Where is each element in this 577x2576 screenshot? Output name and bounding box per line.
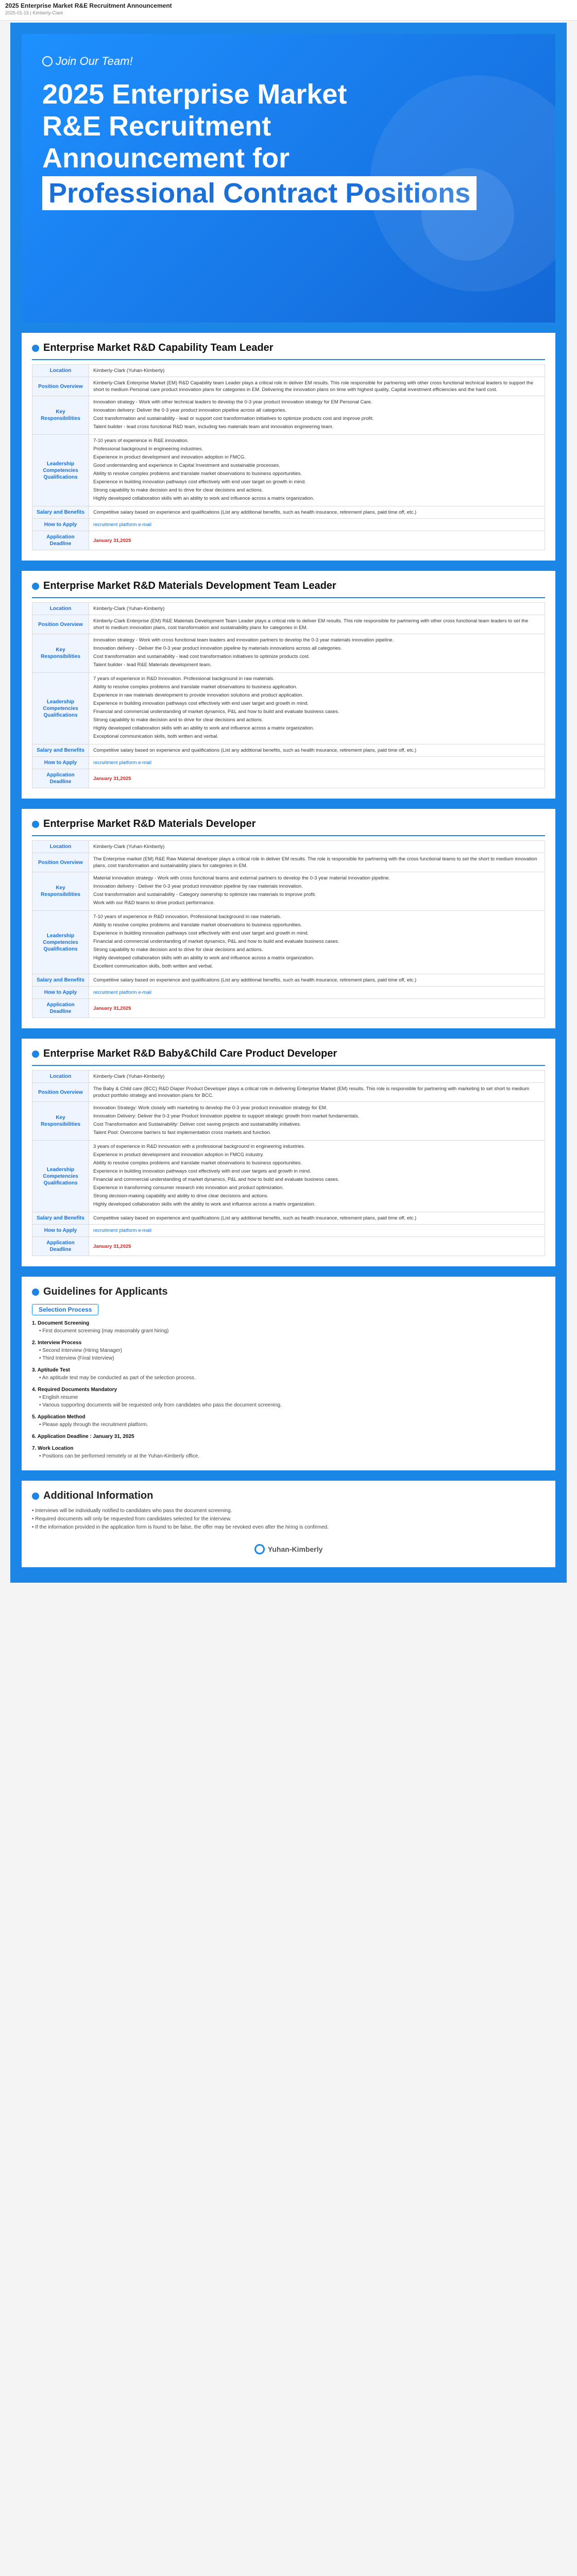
list-item: Innovation Strategy: Work closely with marketing to develop the 0-3 year product innovation strategy for EM. <box>93 1105 328 1111</box>
job-table <box>32 840 545 1018</box>
row-label: How to Apply <box>32 757 89 769</box>
salary-text: Competitive salary based on experience and qualifications (List any additional benefits, such as health insurance, retirement plans, paid time off, etc.) <box>93 1215 417 1221</box>
table-row <box>32 377 545 396</box>
list-item: Cost transformation and sustainability - lead or support cost transformation initiatives to optimize products cost and improve profit. <box>93 416 374 421</box>
hero-banner <box>22 34 555 323</box>
list-item: Ability to resolve complex problems and translate market observations to business opportunities. <box>93 471 302 477</box>
job-title-text: Enterprise Market R&D Materials Development Team Leader <box>43 580 336 591</box>
guidelines-list <box>32 1319 545 1460</box>
page-title: 2025 Enterprise Market R&E Recruitment Announcement <box>5 2 172 9</box>
row-value-quals <box>89 435 545 506</box>
list-item: Cost Transformation and Sustainability: Deliver cost saving projects and sustainability initiatives. <box>93 1122 301 1127</box>
deadline-text: January 31,2025 <box>93 775 131 782</box>
table-row <box>32 673 545 744</box>
job-title-text: Enterprise Market R&D Materials Developer <box>43 818 256 829</box>
row-label: Location <box>32 365 89 377</box>
table-row <box>32 615 545 634</box>
guideline-heading: 1. Document Screening <box>32 1320 90 1326</box>
row-value-apply[interactable] <box>89 1225 545 1237</box>
bullet-icon <box>32 583 39 590</box>
additional-title <box>32 1490 545 1502</box>
list-item: Exceptional communication skills, both written and verbal. <box>93 734 218 739</box>
row-label: Position Overview <box>32 853 89 872</box>
list-item: Ability to resolve complex problems and translate market observations to business opportunities. <box>93 922 302 928</box>
row-label: Leadership Competencies Qualifications <box>32 435 89 506</box>
table-row <box>32 872 545 911</box>
overview-text: Kimberly-Clark Enterprise (EM) R&E Materials Development Team Leader plays a critical role to deliver EM results. This role responsible for partnering with other cross functional team leaders to set the short to medium innovation plans, cost transformation and sustainability plans for categories in EM. <box>93 618 529 631</box>
row-label: How to Apply <box>32 987 89 999</box>
guideline-item: • An aptitude test may be conducted as part of the selection process. <box>39 1375 196 1381</box>
list-item: Innovation delivery: Deliver the 0-3 year product innovation pipeline across all categories. <box>93 408 286 413</box>
table-row <box>32 519 545 531</box>
hero-line-1: 2025 Enterprise Market <box>42 79 347 110</box>
list-item: 3 years of experience in R&D innovation with a professional background in engineering industries. <box>93 1144 306 1149</box>
logo-mark <box>254 1544 323 1554</box>
row-value-apply[interactable] <box>89 519 545 531</box>
guideline-item: • Third Interview (Final Interview) <box>39 1355 114 1361</box>
table-row <box>32 634 545 673</box>
row-label: Application Deadline <box>32 531 89 550</box>
row-value-overview <box>89 377 545 396</box>
list-item: Highly developed collaboration skills with an ability to work and influence across a matrix organization. <box>93 725 314 731</box>
row-label: Location <box>32 603 89 615</box>
row-value-location <box>89 365 545 377</box>
row-value-location <box>89 841 545 853</box>
table-row <box>32 911 545 974</box>
decor-circle-small <box>421 168 514 261</box>
row-label: Key Responsibilities <box>32 872 89 911</box>
list-item: 7 years of experience in R&D Innovation. Professional background in raw materials. <box>93 676 275 682</box>
guideline-item: • First document screening (may reasonably grant hiring) <box>39 1328 169 1334</box>
list-item: Cost transformation and sustainability - Category ownership to optimize raw materials to improve profit. <box>93 892 316 897</box>
hero-badge <box>42 55 133 68</box>
row-value-salary <box>89 1212 545 1225</box>
guideline-item: • Various supporting documents will be requested only from candidates who pass the document screening. <box>39 1402 282 1408</box>
apply-text[interactable]: recruitment platform e-mail <box>93 990 151 995</box>
list-item: Experience in building innovation pathways cost effectively with end user target and growth in mind. <box>93 930 309 936</box>
row-label: Key Responsibilities <box>32 1102 89 1141</box>
row-value-deadline <box>89 531 545 550</box>
location-text: Kimberly-Clark (Yuhan-Kimberly) <box>93 368 165 374</box>
list-item: Innovation Delivery: Deliver the 0-3 year Product Innovation pipeline to support strategic growth from market fundamentals. <box>93 1113 360 1119</box>
bullet-icon <box>32 1493 39 1500</box>
table-row <box>32 435 545 506</box>
row-value-deadline <box>89 1237 545 1256</box>
overview-text: The Baby & Child care (BCC) R&D Diaper Product Developer plays a critical role in delivering Enterprise Market (EM) results. This role is responsible for partnering with marketing to set short to medium product portfolio strategy and innovation plans for BCC. <box>93 1086 530 1098</box>
job-table <box>32 1070 545 1256</box>
row-label: Key Responsibilities <box>32 634 89 673</box>
list-item: Strong capability to make decision and to drive for clear decisions and actions. <box>93 487 263 493</box>
list-item: Strong capability to make decision and to drive for clear decisions and actions. <box>93 717 263 723</box>
list-item: Material innovation strategy - Work with cross functional teams and external partners to develop the 0-3 year material innovation pipeline. <box>93 875 390 881</box>
row-value-deadline <box>89 769 545 788</box>
guideline-section <box>32 1366 545 1382</box>
row-value-quals <box>89 1141 545 1212</box>
table-row <box>32 1083 545 1102</box>
job-title-text: Enterprise Market R&D Baby&Child Care Product Developer <box>43 1048 337 1059</box>
row-label: Leadership Competencies Qualifications <box>32 673 89 744</box>
guideline-section <box>32 1319 545 1335</box>
job-card <box>22 333 555 561</box>
guideline-section <box>32 1339 545 1362</box>
list-item: Experience in product development and innovation adoption in FMCG. <box>93 454 246 460</box>
guideline-item: • English resume <box>39 1395 78 1400</box>
list-item: Good understanding and experience in Capital Investment and sustainable processes. <box>93 463 280 468</box>
row-label: Position Overview <box>32 1083 89 1102</box>
job-title <box>32 818 545 836</box>
job-card <box>22 571 555 799</box>
hero-highlight: Professional Contract Positions <box>42 176 477 210</box>
list-item: Work with our R&D teams to drive product performance. <box>93 900 215 906</box>
job-list <box>22 333 555 1266</box>
salary-text: Competitive salary based on experience and qualifications (List any additional benefits, such as health insurance, retirement plans, paid time off, etc.) <box>93 748 417 753</box>
bullet-icon <box>32 1050 39 1058</box>
list-item: Ability to resolve complex problems and translate market observations to business application. <box>93 684 298 690</box>
list-item: Financial and commercial understanding of market dynamics, P&L and how to build and evaluate business cases. <box>93 1177 340 1182</box>
guidelines-title-text: Guidelines for Applicants <box>43 1286 168 1297</box>
location-text: Kimberly-Clark (Yuhan-Kimberly) <box>93 844 165 850</box>
row-value-overview <box>89 853 545 872</box>
row-value-resp <box>89 1102 545 1141</box>
row-label: Salary and Benefits <box>32 744 89 757</box>
row-value-salary <box>89 506 545 519</box>
guideline-section <box>32 1433 545 1440</box>
table-row <box>32 1237 545 1256</box>
list-item: Cost transformation and sustainability - lead cost transformation initiatives to optimize products cost. <box>93 654 310 659</box>
guideline-item: • Positions can be performed remotely or at the Yuhan-Kimberly office. <box>39 1453 200 1459</box>
table-row <box>32 841 545 853</box>
location-text: Kimberly-Clark (Yuhan-Kimberly) <box>93 606 165 612</box>
hero-line-3: Announcement for <box>42 143 290 174</box>
list-item: Experience in raw materials development to provide innovation solutions and product application. <box>93 692 303 698</box>
table-row <box>32 531 545 550</box>
row-value-apply[interactable] <box>89 757 545 769</box>
table-row <box>32 1225 545 1237</box>
logo-text: Yuhan-Kimberly <box>267 1545 323 1553</box>
badge-text: Join Our Team! <box>56 55 133 67</box>
footer-logo <box>32 1544 545 1557</box>
list-item: Experience in product development and innovation adoption in FMCG industry. <box>93 1152 264 1158</box>
salary-text: Competitive salary based on experience and qualifications (List any additional benefits, such as health insurance, retirement plans, paid time off, etc.) <box>93 510 417 515</box>
apply-text[interactable]: recruitment platform e-mail <box>93 1228 151 1233</box>
page-meta: 2025-01-15 | Kimberly-Clark <box>5 10 63 15</box>
guideline-heading: 3. Aptitude Test <box>32 1367 70 1373</box>
row-label: How to Apply <box>32 519 89 531</box>
row-value-resp <box>89 634 545 673</box>
deadline-text: January 31,2025 <box>93 1005 131 1011</box>
row-value-apply[interactable] <box>89 987 545 999</box>
guidelines-section <box>22 1277 555 1470</box>
job-card <box>22 809 555 1028</box>
row-value-overview <box>89 1083 545 1102</box>
row-label: Leadership Competencies Qualifications <box>32 1141 89 1212</box>
list-item: Talent builder - lead cross functional R&D team, including two materials team and innovation engineering team. <box>93 424 334 430</box>
deadline-text: January 31,2025 <box>93 537 131 544</box>
job-title <box>32 580 545 598</box>
selection-process-pill: Selection Process <box>32 1304 98 1315</box>
table-row <box>32 1071 545 1083</box>
row-value-quals <box>89 911 545 974</box>
overview-text: Kimberly-Clark Enterprise Market (EM) R&D Capability team Leader plays a critical role in deliver EM results. This role responsible for partnering with other cross functional technical leaders to support the short to medium Personal care product innovation plans for categories in EM. Delivering the innovation plans on time with highest quality, Capital investment efficiencies and the hard cost. <box>93 380 534 393</box>
list-item: Experience in building innovation pathways cost effectively with end user target on growth in mind. <box>93 479 306 485</box>
list-item: Strong capability to make decision and to drive for clear decisions and actions. <box>93 947 263 953</box>
job-table <box>32 602 545 788</box>
table-row <box>32 1102 545 1141</box>
guideline-heading: 7. Work Location <box>32 1446 74 1451</box>
list-item: 7-10 years of experience in R&E innovation. <box>93 438 189 444</box>
table-row <box>32 769 545 788</box>
poster <box>10 23 567 1583</box>
row-value-resp <box>89 872 545 911</box>
salary-text: Competitive salary based on experience and qualifications (List any additional benefits, such as health insurance, retirement plans, paid time off, etc.) <box>93 977 417 983</box>
apply-text[interactable]: recruitment platform e-mail <box>93 522 151 528</box>
job-title-text: Enterprise Market R&D Capability Team Leader <box>43 342 274 353</box>
additional-item: • If the information provided in the application form is found to be false, the offer may be revoked even after the hiring is confirmed. <box>32 1524 329 1530</box>
table-row <box>32 987 545 999</box>
row-label: Salary and Benefits <box>32 974 89 987</box>
list-item: Talent Pool: Overcome barriers to fast implementation cross markets and function. <box>93 1130 271 1136</box>
list-item: Ability to resolve complex problems and translate market observations to business opportunities. <box>93 1160 302 1166</box>
additional-title-text: Additional Information <box>43 1490 154 1501</box>
row-label: Position Overview <box>32 615 89 634</box>
table-row <box>32 396 545 435</box>
job-table <box>32 364 545 550</box>
row-label: Position Overview <box>32 377 89 396</box>
table-row <box>32 506 545 519</box>
table-row <box>32 999 545 1018</box>
guideline-heading: 6. Application Deadline : January 31, 2025 <box>32 1434 134 1439</box>
additional-item: • Interviews will be individually notified to candidates who pass the document screening. <box>32 1508 232 1514</box>
row-value-quals <box>89 673 545 744</box>
list-item: Financial and commercial understanding of market dynamics, P&L and how to build and evaluate business cases. <box>93 939 340 944</box>
list-item: Experience in building innovation pathways cost effectively with end user targets and growth in mind. <box>93 1168 311 1174</box>
guideline-heading: 4. Required Documents Mandatory <box>32 1387 117 1393</box>
bullet-icon <box>32 821 39 828</box>
row-value-location <box>89 603 545 615</box>
guideline-heading: 5. Application Method <box>32 1414 86 1420</box>
list-item: Strong decision-making capability and ability to drive clear decisions and actions. <box>93 1193 269 1199</box>
guideline-heading: 2. Interview Process <box>32 1340 82 1346</box>
row-value-deadline <box>89 999 545 1018</box>
guideline-item: • Second Interview (Hiring Manager) <box>39 1348 122 1353</box>
row-label: Application Deadline <box>32 769 89 788</box>
location-text: Kimberly-Clark (Yuhan-Kimberly) <box>93 1074 165 1079</box>
table-row <box>32 744 545 757</box>
row-value-resp <box>89 396 545 435</box>
list-item: Highly developed collaboration skills with the ability to work and influence across a matrix organization. <box>93 1201 316 1207</box>
bullet-icon <box>32 1289 39 1296</box>
list-item: Experience in building innovation pathways cost effectively with end user target and growth in mind. <box>93 701 309 706</box>
list-item: Financial and commercial understanding of market dynamics, P&L and how to build and evaluate business cases. <box>93 709 340 715</box>
list-item: Innovation delivery - Deliver the 0-3 year product innovation pipeline by materials innovations across all categories. <box>93 646 342 651</box>
table-row <box>32 974 545 987</box>
top-bar <box>0 0 577 21</box>
list-item: Professional background in engineering industries. <box>93 446 203 452</box>
apply-text[interactable]: recruitment platform e-mail <box>93 760 151 766</box>
table-row <box>32 757 545 769</box>
additional-item: • Required documents will only be requested from candidates selected for the interview. <box>32 1516 232 1522</box>
job-title <box>32 342 545 360</box>
row-label: Location <box>32 841 89 853</box>
row-label: Salary and Benefits <box>32 506 89 519</box>
guideline-section <box>32 1413 545 1429</box>
bullet-icon <box>32 345 39 352</box>
row-label: Leadership Competencies Qualifications <box>32 911 89 974</box>
row-label: Application Deadline <box>32 999 89 1018</box>
row-label: Key Responsibilities <box>32 396 89 435</box>
badge-icon <box>42 56 53 66</box>
hero-line-2: R&E Recruitment <box>42 111 271 142</box>
row-value-salary <box>89 974 545 987</box>
table-row <box>32 603 545 615</box>
list-item: Innovation delivery - Deliver the 0-3 year product innovation pipeline by raw materials innovation. <box>93 884 303 889</box>
list-item: Innovation strategy - Work with cross functional team leaders and innovation partners to develop the 0-3 year materials innovation pipeline. <box>93 637 394 643</box>
logo-icon <box>254 1544 265 1554</box>
row-label: Application Deadline <box>32 1237 89 1256</box>
guideline-item: • Please apply through the recruitment platform. <box>39 1422 148 1428</box>
guidelines-title <box>32 1286 545 1298</box>
row-label: How to Apply <box>32 1225 89 1237</box>
additional-section <box>22 1481 555 1567</box>
row-value-overview <box>89 615 545 634</box>
list-item: Highly developed collaboration skills with an ability to work and influence across a matrix organization. <box>93 496 314 501</box>
guideline-section <box>32 1445 545 1460</box>
job-title <box>32 1048 545 1066</box>
list-item: Experience in transforming consumer research into innovation and product optimization. <box>93 1185 284 1191</box>
guideline-section <box>32 1386 545 1409</box>
row-label: Location <box>32 1071 89 1083</box>
table-row <box>32 1141 545 1212</box>
job-card <box>22 1039 555 1266</box>
additional-list <box>32 1507 545 1532</box>
overview-text: The Enterprise market (EM) R&E Raw Material developer plays a critical role in deliver EM results. The role is responsible for partnering with the cross functional teams to set the short to medium innovation plans, cost transformation and sustainability plans for categories in EM. <box>93 856 537 869</box>
list-item: Innovation strategy - Work with other technical leaders to develop the 0-3 year product innovation strategy for EM Personal Care. <box>93 399 372 405</box>
table-row <box>32 365 545 377</box>
row-value-location <box>89 1071 545 1083</box>
deadline-text: January 31,2025 <box>93 1243 131 1249</box>
row-label: Salary and Benefits <box>32 1212 89 1225</box>
list-item: Excellent communication skills, both written and verbal. <box>93 963 213 969</box>
table-row <box>32 1212 545 1225</box>
row-value-salary <box>89 744 545 757</box>
list-item: Talent builder - lead R&E Materials development team. <box>93 662 212 668</box>
table-row <box>32 853 545 872</box>
list-item: 7-10 years of experience in R&D innovation. Professional background in raw materials. <box>93 914 281 920</box>
list-item: Highly developed collaboration skills with an ability to work and influence across a matrix organization. <box>93 955 314 961</box>
